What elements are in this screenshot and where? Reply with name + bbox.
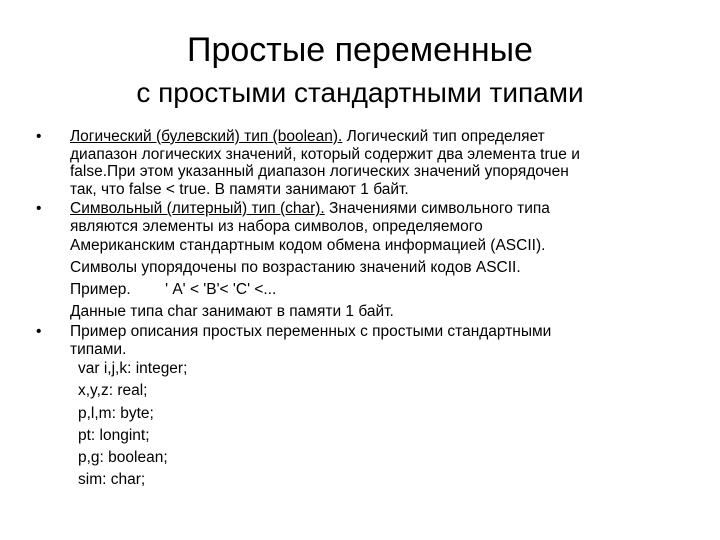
bullet-marker: • (36, 200, 42, 217)
bullet-marker: • (36, 128, 42, 145)
text-line: диапазон логических значений, который содержит два элемента true и (70, 145, 580, 163)
bullet-item-example (36, 323, 686, 492)
term-char: Символьный (литерный) тип (char). (70, 200, 325, 217)
text-line: Символы упорядочены по возрастанию значений кодов ASCII. (70, 259, 521, 276)
code-block (70, 358, 686, 492)
bullet-text (70, 323, 686, 492)
text-line: Пример описания простых переменных с простыми стандартными (70, 323, 552, 340)
bullet-item-boolean (36, 128, 686, 198)
bullet-list (36, 128, 686, 492)
bullet-item-char (36, 200, 686, 323)
text-line: Значениями символьного типа (324, 200, 550, 217)
text-line: Логический тип определяет (342, 128, 545, 145)
code-line: var i,j,k: integer; (78, 360, 188, 377)
bullet-text (70, 200, 686, 323)
code-line: p,g: boolean; (78, 449, 168, 467)
slide-subtitle: с простыми стандартными типами (136, 77, 584, 108)
text-line: Данные типа char занимают в памяти 1 байт. (70, 303, 394, 320)
code-line: p,l,m: byte; (78, 404, 154, 422)
text-line: Американским стандартным кодом обмена информацией (ASCII). (70, 237, 546, 254)
bullet-text (70, 128, 686, 198)
code-line: pt: longint; (78, 426, 150, 444)
code-line: sim: char; (78, 471, 146, 489)
text-line: являются элементы из набора символов, определяемого (70, 217, 483, 235)
text-line: Пример. ' A' < 'B'< 'C' <... (70, 281, 277, 298)
text-line: false.При этом указанный диапазон логических значений упорядочен (70, 163, 569, 180)
slide-title: Простые переменные (187, 31, 533, 69)
text-line: так, что false < true. В памяти занимают 1 байт. (70, 180, 409, 198)
code-line: x,y,z: real; (78, 382, 148, 400)
text-line: типами. (70, 340, 127, 358)
term-boolean: Логический (булевский) тип (boolean). (70, 128, 343, 145)
bullet-marker: • (36, 323, 42, 340)
